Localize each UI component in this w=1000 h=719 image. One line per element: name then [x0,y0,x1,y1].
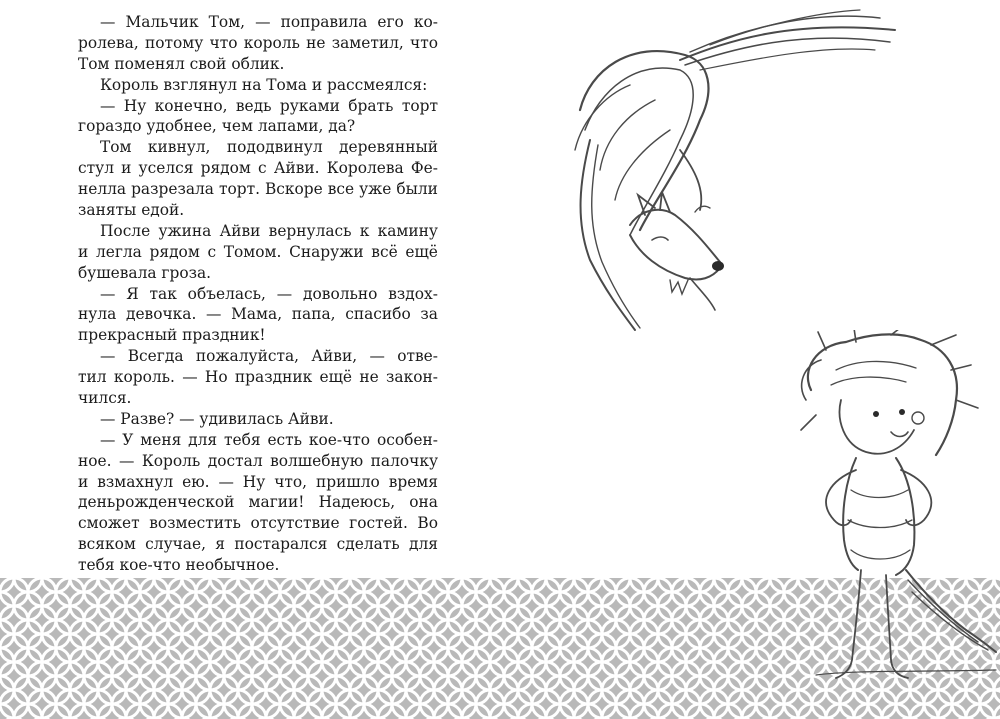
text-word: — [100,96,116,115]
text-word: У [122,430,134,449]
text-word: тебя [223,430,261,449]
text-word: Во [417,514,438,533]
text-word: пришло [316,472,380,491]
text-word: ею. [182,472,210,491]
text-word: не [359,368,379,387]
text-word: Я [126,284,139,303]
text-word: были [396,180,438,199]
text-word: для [188,430,218,449]
text-word: пододвинул [226,138,323,157]
text-word: что, [274,472,308,491]
text-word: всяком [78,535,136,554]
text-word: Но [204,368,228,387]
text-word: всё [371,242,398,261]
text-word: деньрожденческой [78,493,235,512]
text-word: закон- [386,368,438,387]
text-word: нула [78,305,117,324]
text-word: ещё [319,368,353,387]
text-word: Том [100,138,132,157]
text-line [78,221,438,242]
text-word: — [182,368,198,387]
text-line: — Разве? — удивилась Айви. [100,409,334,428]
tom-illustration [796,330,1000,719]
text-word: разрезала [131,180,214,199]
text-word: случае, [145,535,206,554]
text-word: торт [401,96,438,115]
text-word: для [408,535,438,554]
text-word: тил [78,368,107,387]
text-line [78,367,438,388]
text-line [78,12,438,33]
text-line [78,534,438,555]
text-word: постарался [234,535,328,554]
text-word: возместить [149,514,241,533]
text-word: сделать [336,535,400,554]
text-word: есть [267,430,303,449]
text-word: время [388,472,438,491]
text-word: рядом [200,159,251,178]
text-line: гораздо удобнее, чем лапами, да? [78,117,356,136]
text-word: Том, [208,13,246,31]
text-word: Ну [242,472,266,491]
text-word: руками [279,96,340,115]
text-word: уже [359,180,392,199]
text-line: Король взглянул на Тома и рассмеялся: [100,75,428,94]
text-word: конечно, [154,96,228,115]
text-word: магии! [248,493,305,512]
text-word: достал [207,451,263,470]
text-word: что [209,33,238,52]
text-word: торт. [218,180,260,199]
text-word: — [276,284,293,303]
text-line [78,179,438,200]
text-word: не [306,33,326,52]
text-word: брать [348,96,394,115]
text-word: — [100,13,116,31]
text-word: — [100,347,116,366]
text-line [78,430,438,451]
text-line [78,284,438,305]
text-word: — [255,13,271,31]
text-word: деревянный [339,138,438,157]
text-line [78,492,438,513]
text-word: кивнул, [147,138,211,157]
text-line: Том поменял свой облик. [78,54,285,73]
text-line [78,513,438,534]
text-word: волшебную [270,451,364,470]
text-line [78,451,438,472]
text-line [78,304,438,325]
text-word: Всегда [127,347,184,366]
text-word: Надеюсь, [318,493,396,512]
text-word: камину [377,221,438,240]
text-word: кое-что [308,430,371,449]
text-word: — [206,305,222,324]
text-word: все [327,180,355,199]
text-word: Айви, [311,347,358,366]
wolf-illustration [560,0,905,340]
text-word: После [100,221,151,240]
text-word: — [369,347,385,366]
text-word: Айви [219,221,261,240]
text-word: заметил, [331,33,404,52]
text-word: довольно [303,284,378,303]
text-word: потому [144,33,204,52]
text-word: отсутствие [250,514,340,533]
text-word: что [410,33,438,52]
text-word: вернулась [268,221,352,240]
text-line: прекрасный праздник! [78,326,266,345]
text-word: Король [141,451,201,470]
text-word: нелла [78,180,127,199]
text-line [78,137,438,158]
text-word: Айви. [273,159,320,178]
text-word: Мама, [231,305,283,324]
text-word: его [377,13,404,31]
text-word: Снаружи [289,242,364,261]
text-line [78,158,438,179]
text-line [78,33,438,54]
text-word: с [207,242,217,261]
text-word: праздник [234,368,313,387]
text-word: за [420,305,438,324]
text-word: она [409,493,438,512]
text-word: объелась, [187,284,266,303]
text-line: чился. [78,389,132,408]
text-word: я [215,535,226,554]
text-word: Вскоре [264,180,323,199]
text-word: Фе- [410,159,438,178]
text-word: ко- [413,13,438,31]
text-word: ролева, [78,33,139,52]
text-word: ное. [78,451,112,470]
text-line [78,346,438,367]
text-word: особен- [376,430,438,449]
text-word: отве- [397,347,438,366]
text-word: и [121,159,132,178]
text-word: гостей. [349,514,408,533]
text-word: Королева [326,159,404,178]
text-word: король [243,33,300,52]
text-line [78,472,438,493]
text-line: бушевала гроза. [78,263,212,282]
text-word: — [119,451,135,470]
text-word: к [359,221,370,240]
text-word: легла [95,242,142,261]
text-word: — [100,430,116,449]
text-line: заняты едой. [78,201,185,220]
text-word: и [78,472,89,491]
text-word: — [218,472,234,491]
text-word: Ну [123,96,147,115]
text-word: папа, [291,305,336,324]
text-line: тебя кое-что необычное. [78,556,280,575]
text-word: ещё [405,242,438,261]
text-word: с [258,159,267,178]
text-word: сможет [78,514,140,533]
text-word: Томом. [223,242,282,261]
text-word: стул [78,159,114,178]
text-word: Мальчик [125,13,199,31]
text-word: девочка. [125,305,197,324]
text-word: поправила [280,13,368,31]
story-text [78,12,438,576]
text-line [78,96,438,117]
text-word: рядом [149,242,200,261]
text-word: пожалуйста, [195,347,300,366]
text-line [78,242,438,263]
text-word: ужина [158,221,212,240]
text-word: меня [140,430,182,449]
text-word: спасибо [345,305,411,324]
text-word: уселся [138,159,194,178]
text-word: ведь [235,96,272,115]
text-word: палочку [370,451,438,470]
text-word: — [100,284,116,303]
text-word: и [78,242,89,261]
text-word: король. [113,368,175,387]
text-word: взмахнул [97,472,174,491]
text-word: так [149,284,177,303]
text-word: вздох- [388,284,438,303]
